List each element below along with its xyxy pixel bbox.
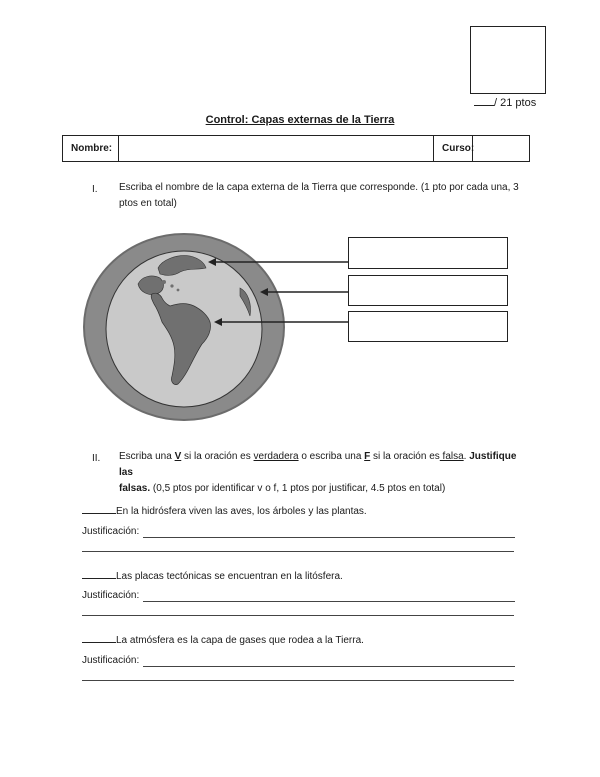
justification-label-2: Justificación: — [82, 590, 140, 601]
earth-layers-illustration — [80, 232, 360, 422]
statement-1-text: En la hidrósfera viven las aves, los árboles y las plantas. — [116, 506, 367, 517]
section-1-instruction-line1: Escriba el nombre de la capa externa de la Tierra que corresponde. (1 pto por cada una, 3 — [119, 182, 519, 193]
vf-blank-2[interactable] — [82, 568, 116, 579]
section-1-number: I. — [92, 184, 98, 195]
page-title: Control: Capas externas de la Tierra — [205, 114, 395, 126]
answer-box-1[interactable] — [348, 237, 508, 269]
statement-2-text: Las placas tectónicas se encuentran en la litósfera. — [116, 571, 343, 582]
justification-line-1a[interactable] — [143, 537, 515, 538]
answer-box-3[interactable] — [348, 311, 508, 342]
section-2-number: II. — [92, 453, 101, 464]
course-field[interactable] — [473, 136, 529, 161]
answer-box-2[interactable] — [348, 275, 508, 306]
section-1-instruction-line2: ptos en total) — [119, 198, 177, 209]
justification-line-2b[interactable] — [82, 615, 514, 616]
section-2-instruction — [119, 449, 519, 497]
name-label-cell — [63, 136, 119, 161]
name-field[interactable] — [119, 136, 434, 161]
statement-2 — [82, 568, 343, 582]
justification-line-3a[interactable] — [143, 666, 515, 667]
score-blank[interactable] — [474, 95, 494, 106]
justification-label-1: Justificación: — [82, 526, 140, 537]
name-label: Nombre: — [71, 143, 113, 154]
justification-line-1b[interactable] — [82, 551, 514, 552]
vf-blank-3[interactable] — [82, 632, 116, 643]
score-box — [470, 26, 546, 94]
section-2-instruction-line1: Escriba una V si la oración es verdadera o escriba una F si la oración es falsa. Justifique las — [119, 451, 517, 478]
statement-3 — [82, 632, 364, 646]
course-label-cell — [434, 136, 473, 161]
justification-line-3b[interactable] — [82, 680, 514, 681]
score-suffix: / 21 ptos — [494, 97, 537, 109]
score-text — [474, 95, 536, 109]
section-1-instruction — [119, 180, 519, 212]
section-2-instruction-line2: falsas. (0,5 ptos por identificar v o f, 1 ptos por justificar, 4.5 ptos en total) — [119, 483, 446, 494]
student-info-table — [62, 135, 530, 162]
course-label: Curso: — [442, 143, 475, 154]
statement-1 — [82, 503, 367, 517]
statement-3-text: La atmósfera es la capa de gases que rodea a la Tierra. — [116, 635, 364, 646]
justification-label-3: Justificación: — [82, 655, 140, 666]
vf-blank-1[interactable] — [82, 503, 116, 514]
justification-line-2a[interactable] — [143, 601, 515, 602]
